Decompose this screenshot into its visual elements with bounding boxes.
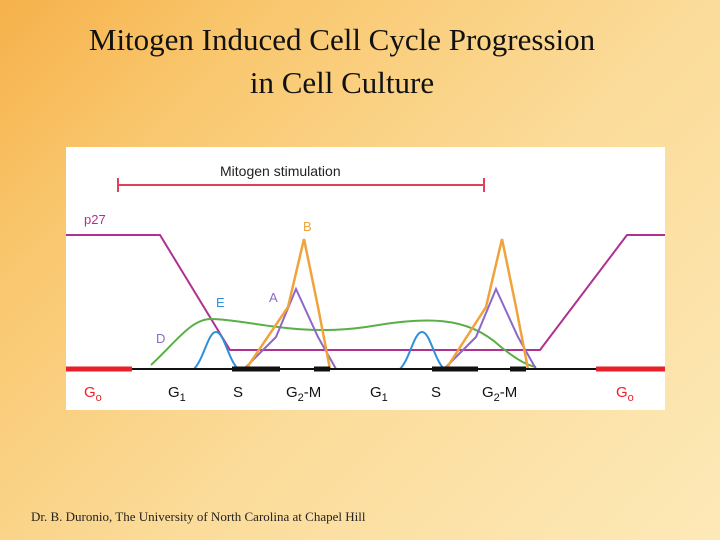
phase-s-first: S bbox=[233, 384, 244, 401]
cyclin-b-label: B bbox=[303, 219, 312, 234]
phase-g2m-first: $G_2-M$ bbox=[286, 384, 322, 404]
slide-title bbox=[0, 18, 684, 104]
cyclin-a-label: A bbox=[269, 290, 278, 305]
phase-g2m-second: $G_2-M$ bbox=[482, 384, 518, 404]
p27-label: p27 bbox=[84, 212, 106, 227]
phase-g0-left: $G_o$ bbox=[84, 384, 102, 404]
cyclin-d-curve bbox=[151, 319, 536, 367]
phase-g1-first: $G_1$ bbox=[168, 384, 186, 404]
cyclin-a-curve-2 bbox=[444, 289, 536, 369]
phase-g0-right: $G_o$ bbox=[616, 384, 634, 404]
title-line-1: Mitogen Induced Cell Cycle Progression bbox=[88, 22, 596, 57]
diagram-canvas bbox=[66, 147, 665, 410]
cyclin-d-label: D bbox=[156, 331, 166, 346]
phase-s-second: S bbox=[431, 384, 442, 401]
cell-cycle-diagram bbox=[66, 147, 665, 410]
cyclin-e-label: E bbox=[216, 295, 225, 310]
mitogen-stimulation-label: Mitogen stimulation bbox=[220, 163, 341, 179]
phase-g1-second: $G_1$ bbox=[370, 384, 388, 404]
slide-footer-credit: Dr. B. Duronio, The University of North Carolina at Chapel Hill bbox=[31, 509, 366, 524]
mitogen-stimulation-bar bbox=[118, 178, 484, 192]
title-line-2: in Cell Culture bbox=[249, 65, 435, 100]
